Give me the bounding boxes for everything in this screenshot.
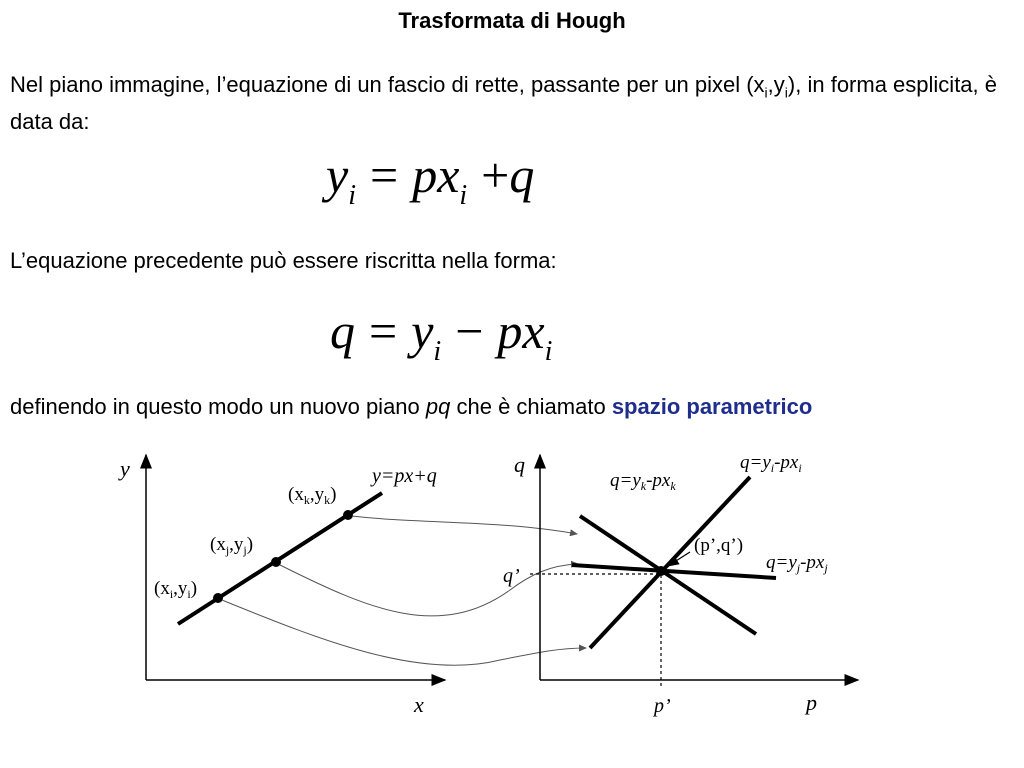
paragraph-definition: definendo in questo modo un nuovo piano pq che è chiamato spazio parametrico: [10, 394, 813, 419]
point-j: [271, 557, 281, 567]
point-k-label: $(x_k,y_k)$: [288, 484, 337, 507]
line-j: [572, 565, 776, 578]
paragraph-intro: Nel piano immagine, l’equazione di un fascio di rette, passante per un pixel $(x_i,y_i)$, in forma esplicita, è data da:: [10, 72, 997, 135]
arrow-i: [222, 600, 586, 665]
point-i: [213, 593, 223, 603]
point-j-label: $(x_j,y_j)$: [210, 534, 254, 557]
p-axis-label: p: [806, 690, 817, 715]
q-prime-label: q’: [503, 565, 520, 587]
point-k: [343, 510, 353, 520]
point-i-label: $(x_i,y_i)$: [154, 578, 198, 601]
arrow-j: [280, 564, 578, 616]
parameter-plane: [503, 452, 858, 717]
intersection-label: (p’,q’): [694, 535, 744, 556]
x-axis-label: x: [414, 692, 424, 717]
highlight-term: spazio parametrico: [611, 394, 813, 419]
line-i: [590, 477, 750, 648]
line-i-label: $q=y_i-px_i$: [740, 452, 802, 475]
y-axis-label: y: [120, 456, 130, 481]
p-prime-label: p’: [654, 695, 671, 717]
mapping-arrows: [222, 516, 586, 665]
image-plane: [118, 455, 445, 717]
arrow-k: [352, 516, 577, 534]
line-k-label: $q=y_k-px_k$: [610, 470, 676, 493]
paragraph-rewrite: L’equazione precedente può essere riscritta nella forma:: [10, 248, 557, 273]
q-axis-label: q: [514, 452, 525, 477]
line-label: y=px+q: [372, 465, 437, 487]
equation-explicit: $y_i = px_i +q$: [326, 147, 535, 211]
equation-parametric: $q = y_i - px_i$: [330, 303, 553, 367]
page-title: Trasformata di Hough: [398, 8, 626, 33]
line-j-label: $q=y_j-px_j$: [766, 552, 828, 575]
